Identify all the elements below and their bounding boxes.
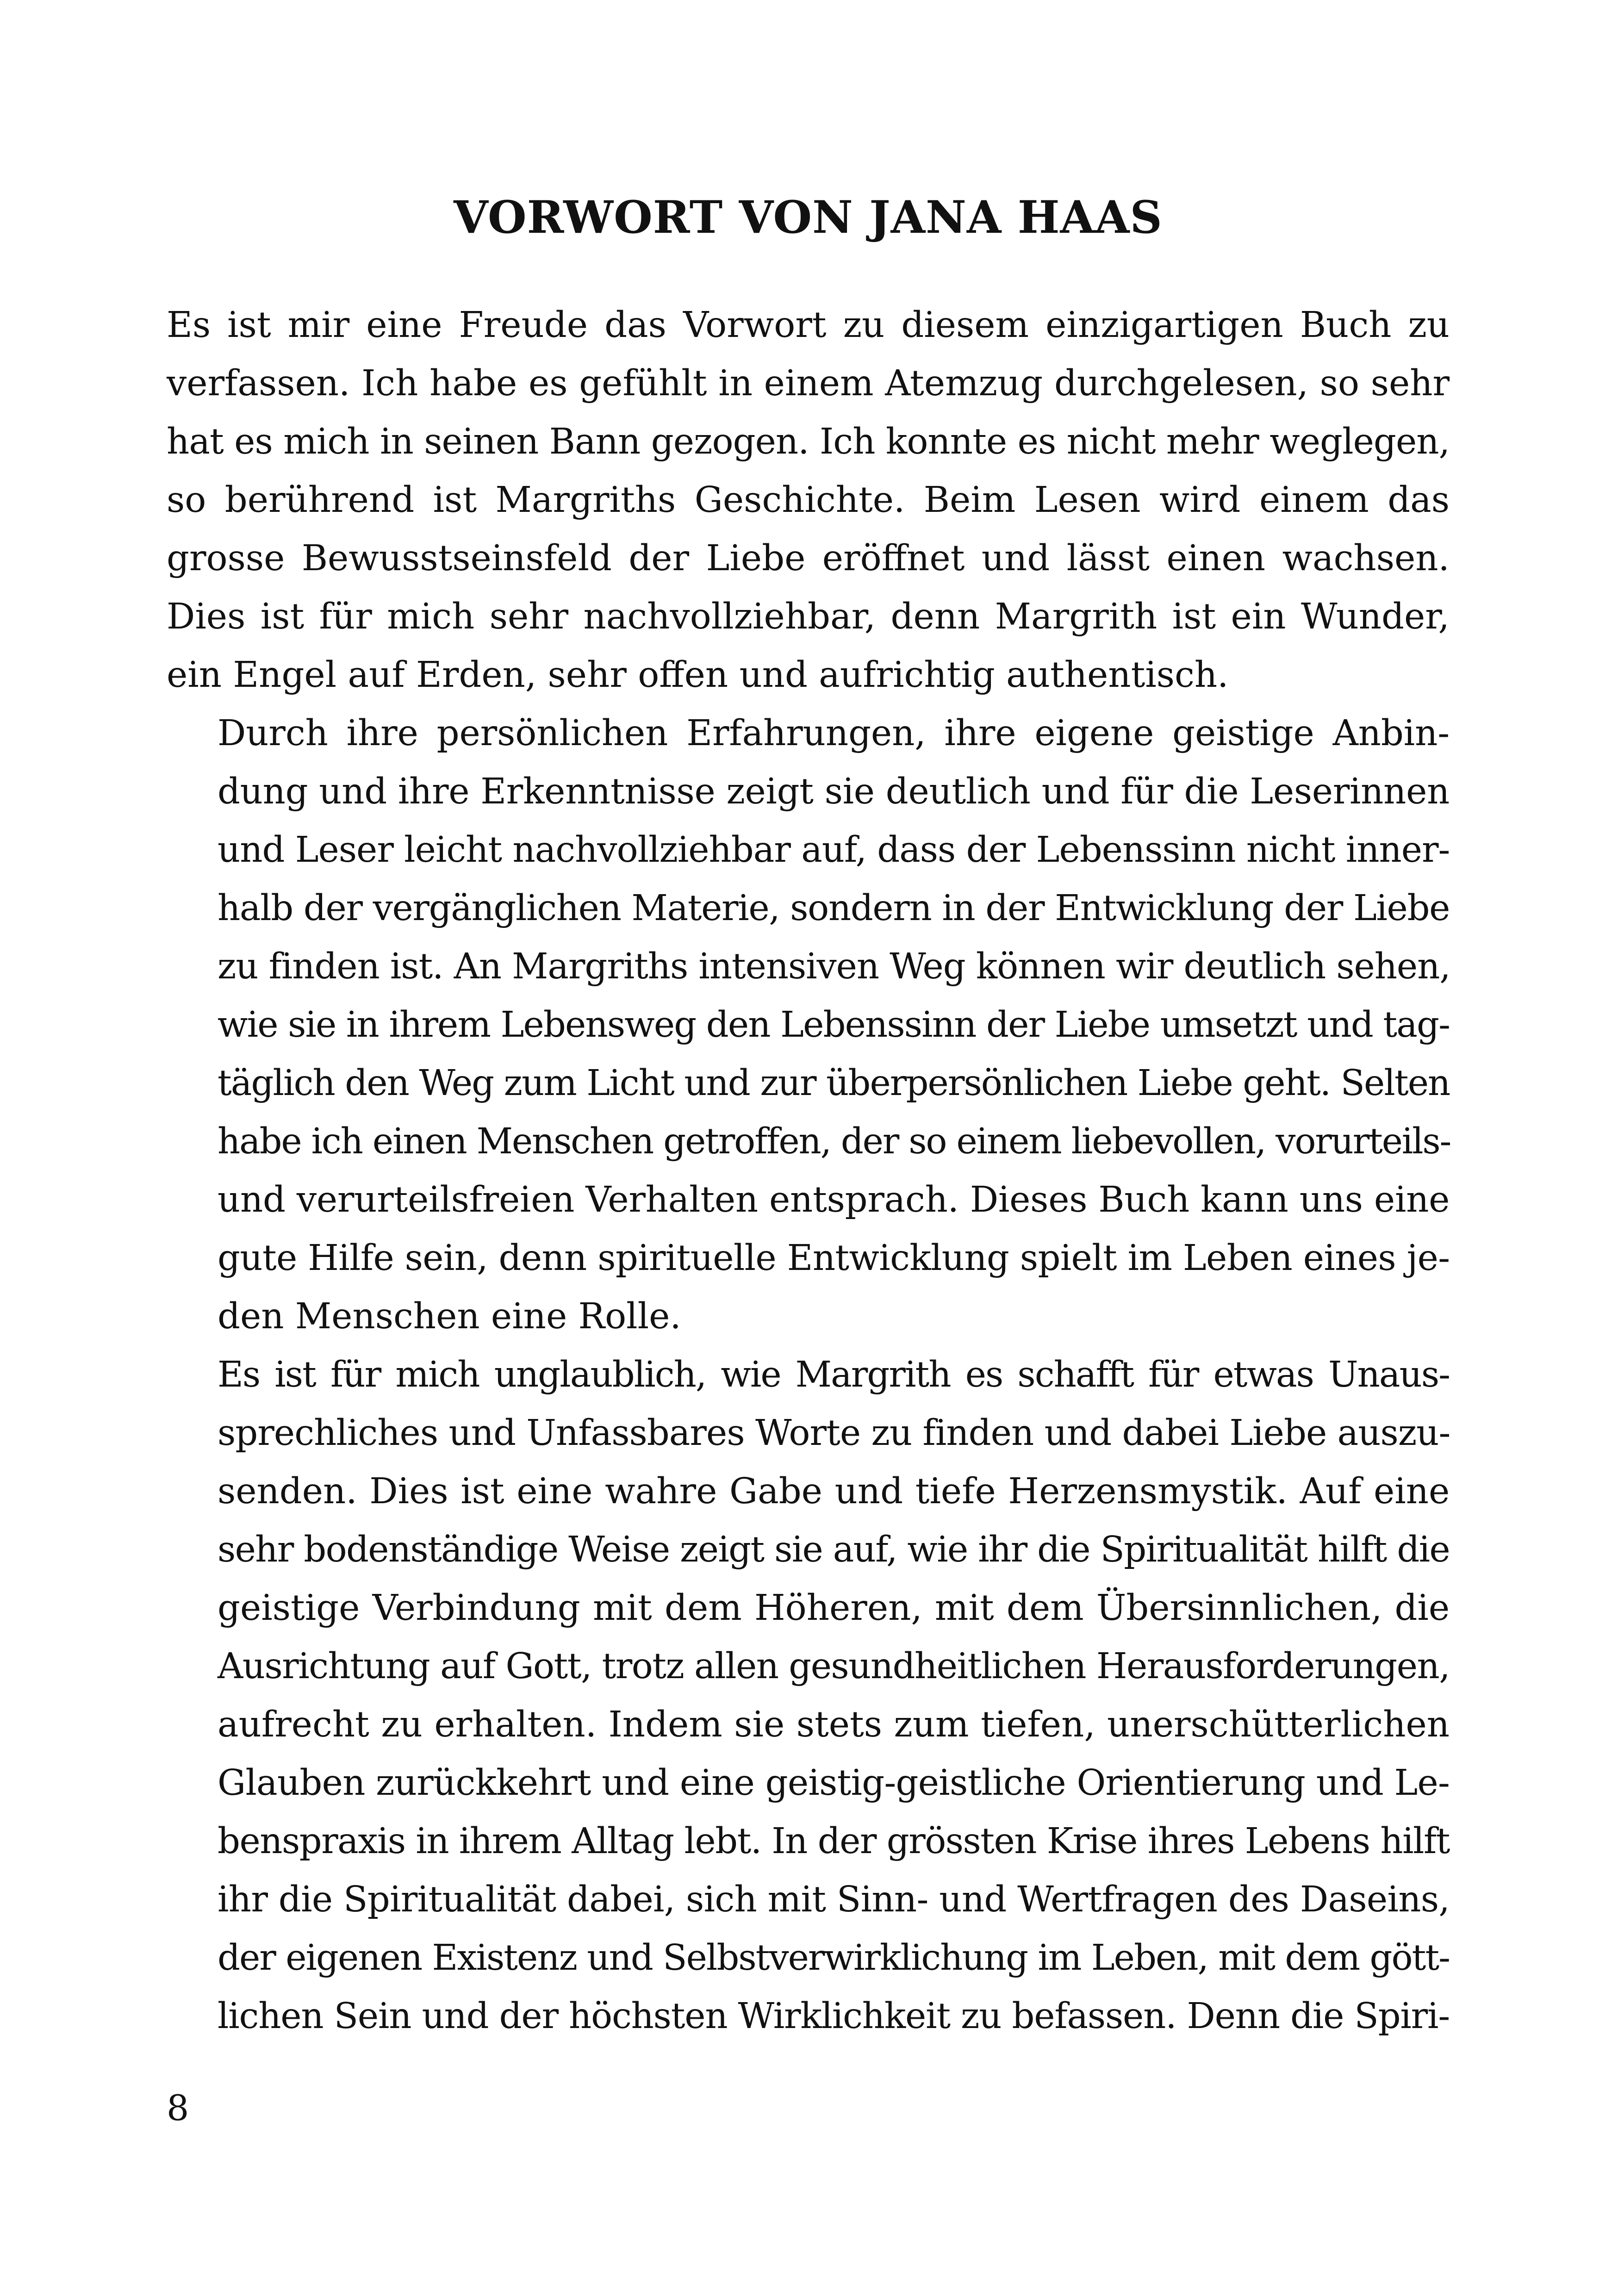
text-line: lichen Sein und der höchsten Wirklichkeit zu befassen. Denn die Spiri-: [218, 1996, 1450, 2037]
text-line: Ausrichtung auf Gott, trotz allen gesundheitlichen Herausforderungen,: [218, 1646, 1450, 1687]
text-line: den Menschen eine Rolle.: [218, 1296, 681, 1337]
paragraph-3: [167, 1346, 1450, 2046]
text-line: und Leser leicht nachvollziehbar auf, dass der Lebenssinn nicht inner-: [218, 829, 1450, 871]
text-line: aufrecht zu erhalten. Indem sie stets zum tiefen, unerschütterlichen: [218, 1704, 1450, 1745]
text-line: Durch ihre persönlichen Erfahrungen, ihre eigene geistige Anbin-: [218, 713, 1450, 754]
text-line: Es ist für mich unglaublich, wie Margrith es schafft für etwas Unaus-: [218, 1354, 1450, 1395]
text-line: und verurteilsfreien Verhalten entsprach. Dieses Buch kann uns eine: [218, 1179, 1450, 1220]
text-line: täglich den Weg zum Licht und zur überpersönlichen Liebe geht. Selten: [218, 1063, 1450, 1104]
text-line: verfassen. Ich habe es gefühlt in einem Atemzug durchgelesen, so sehr: [167, 363, 1450, 404]
text-line: gute Hilfe sein, denn spirituelle Entwicklung spielt im Leben eines je-: [218, 1238, 1450, 1279]
text-line: Dies ist für mich sehr nachvollziehbar, denn Margrith ist ein Wunder,: [167, 596, 1450, 637]
text-line: grosse Bewusstseinsfeld der Liebe eröffnet und lässt einen wachsen.: [167, 538, 1450, 579]
text-line: geistige Verbindung mit dem Höheren, mit dem Übersinnlichen, die: [218, 1587, 1450, 1629]
text-line: so berührend ist Margriths Geschichte. Beim Lesen wird einem das: [167, 479, 1450, 521]
page-number: 8: [167, 2087, 189, 2128]
text-line: ihr die Spiritualität dabei, sich mit Sinn- und Wertfragen des Daseins,: [218, 1879, 1450, 1920]
text-line: wie sie in ihrem Lebensweg den Lebenssinn der Liebe umsetzt und tag-: [218, 1004, 1450, 1045]
paragraph-1: [167, 296, 1450, 704]
body-text: [167, 296, 1450, 2046]
chapter-heading: VORWORT VON JANA HAAS: [454, 191, 1163, 243]
text-line: benspraxis in ihrem Alltag lebt. In der grössten Krise ihres Lebens hilft: [218, 1821, 1450, 1862]
text-line: der eigenen Existenz und Selbstverwirklichung im Leben, mit dem gött-: [218, 1937, 1450, 1979]
text-line: ein Engel auf Erden, sehr offen und aufrichtig authentisch.: [167, 654, 1229, 696]
text-line: halb der vergänglichen Materie, sondern in der Entwicklung der Liebe: [218, 888, 1450, 929]
text-line: habe ich einen Menschen getroffen, der so einem liebevollen, vorurteils-: [218, 1121, 1451, 1162]
text-line: zu finden ist. An Margriths intensiven Weg können wir deutlich sehen,: [218, 946, 1450, 987]
text-line: sprechliches und Unfassbares Worte zu finden und dabei Liebe auszu-: [218, 1412, 1450, 1454]
text-line: hat es mich in seinen Bann gezogen. Ich konnte es nicht mehr weglegen,: [167, 421, 1450, 462]
text-line: dung und ihre Erkenntnisse zeigt sie deutlich und für die Leserinnen: [218, 771, 1450, 812]
text-line: Es ist mir eine Freude das Vorwort zu diesem einzigartigen Buch zu: [167, 305, 1450, 346]
paragraph-2: [167, 704, 1450, 1346]
text-line: sehr bodenständige Weise zeigt sie auf, wie ihr die Spiritualität hilft die: [218, 1529, 1450, 1570]
text-line: Glauben zurückkehrt und eine geistig-geistliche Orientierung und Le-: [218, 1762, 1450, 1804]
text-line: senden. Dies ist eine wahre Gabe und tiefe Herzensmystik. Auf eine: [218, 1471, 1450, 1512]
